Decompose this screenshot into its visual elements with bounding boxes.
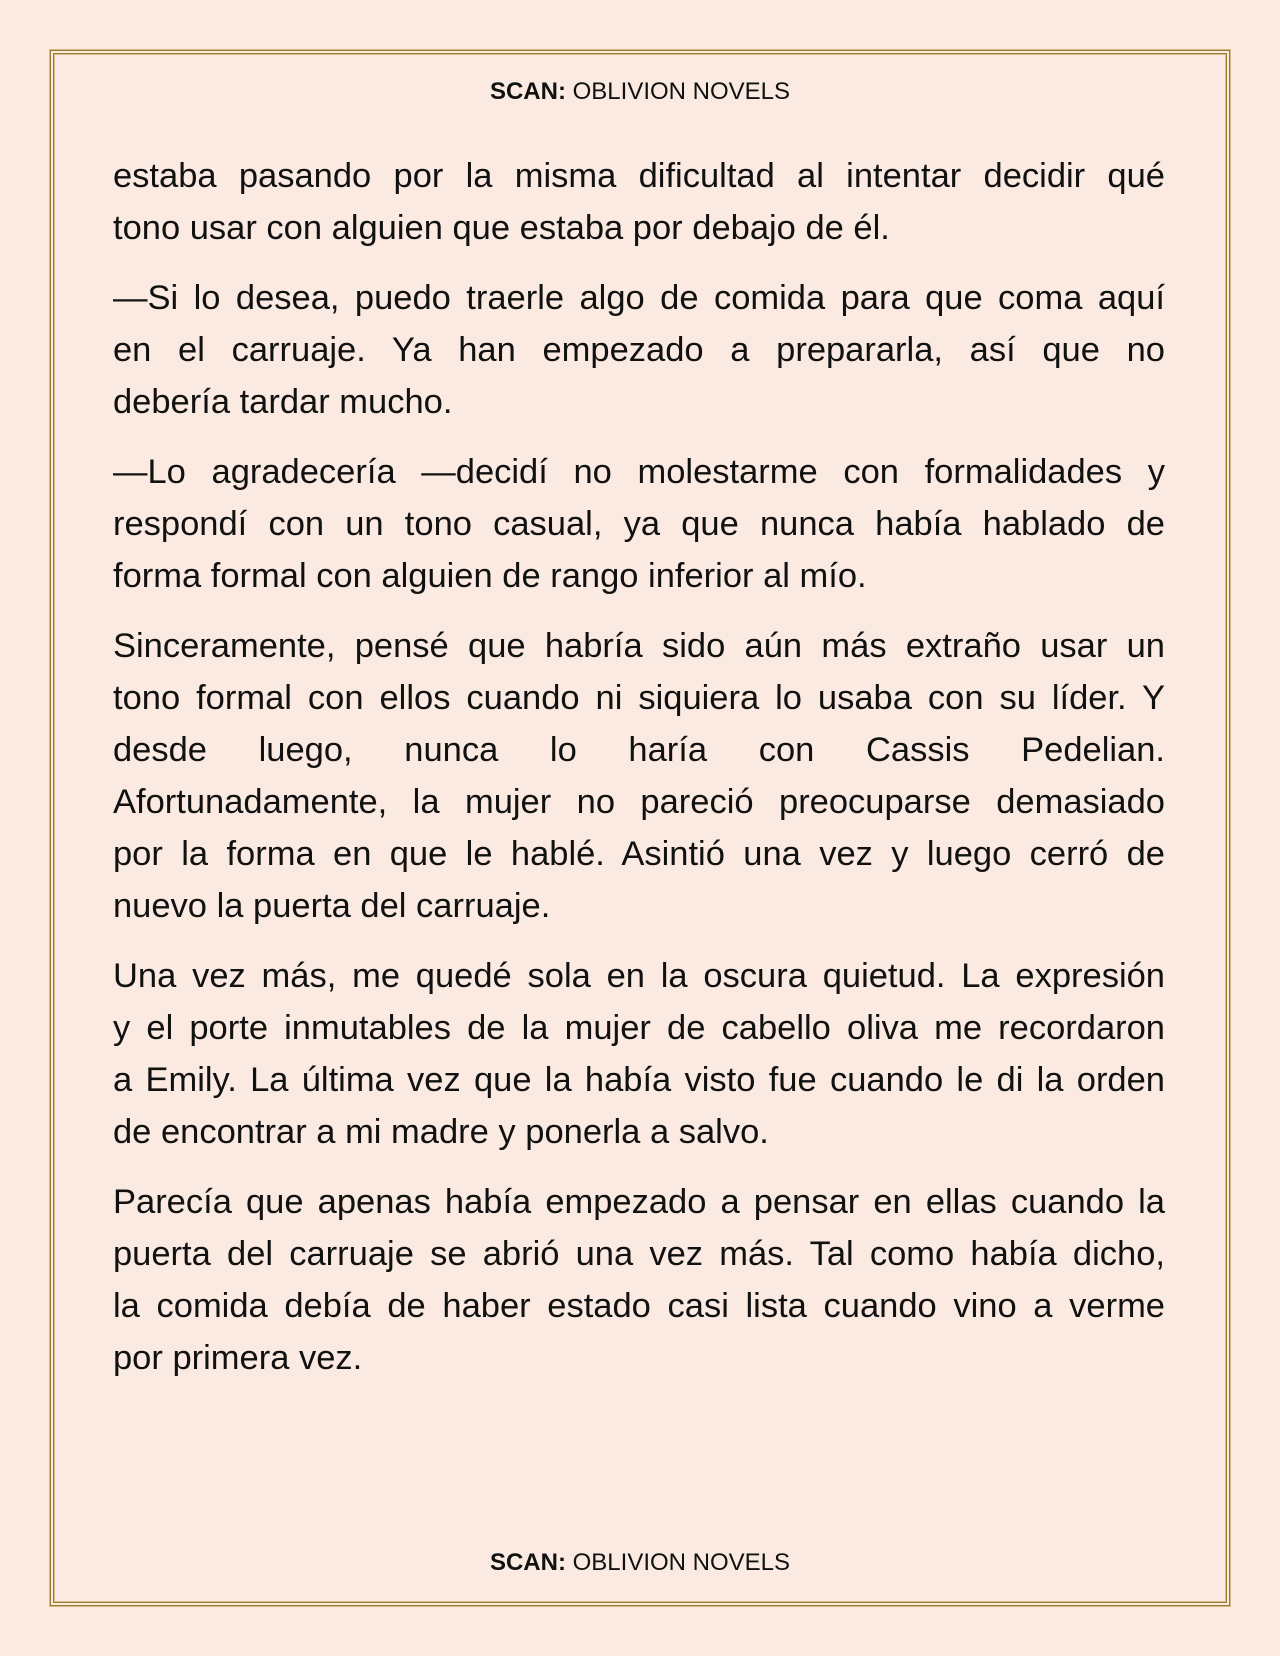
text-line: en el carruaje. Ya han empezado a prepararla, así que no — [113, 331, 1165, 369]
page-header — [0, 78, 1280, 106]
page-body — [113, 150, 1165, 1402]
text-line: Una vez más, me quedé sola en la oscura quietud. La expresión — [113, 957, 1165, 995]
paragraph-5 — [113, 950, 1165, 1158]
footer-scan-group: OBLIVION NOVELS — [572, 1549, 791, 1576]
text-line: Parecía que apenas había empezado a pensar en ellas cuando la — [113, 1183, 1165, 1221]
text-line: de encontrar a mi madre y ponerla a salvo. — [113, 1113, 769, 1151]
text-line: y el porte inmutables de la mujer de cabello oliva me recordaron — [113, 1009, 1165, 1047]
page-footer — [0, 1549, 1280, 1577]
text-line: —Si lo desea, puedo traerle algo de comida para que coma aquí — [113, 279, 1165, 317]
text-line: desde luego, nunca lo haría con Cassis Pedelian. — [113, 731, 1165, 769]
text-line: la comida debía de haber estado casi lista cuando vino a verme — [113, 1287, 1165, 1325]
text-line: a Emily. La última vez que la había visto fue cuando le di la orden — [113, 1061, 1165, 1099]
paragraph-2 — [113, 272, 1165, 428]
text-line: nuevo la puerta del carruaje. — [113, 887, 551, 925]
text-line: debería tardar mucho. — [113, 383, 453, 421]
text-line: Sinceramente, pensé que habría sido aún más extraño usar un — [113, 627, 1165, 665]
text-line: puerta del carruaje se abrió una vez más. Tal como había dicho, — [113, 1235, 1165, 1273]
text-line: respondí con un tono casual, ya que nunca había hablado de — [113, 505, 1165, 543]
text-line: tono formal con ellos cuando ni siquiera lo usaba con su líder. Y — [113, 679, 1165, 717]
text-line: —Lo agradecería —decidí no molestarme con formalidades y — [113, 453, 1165, 491]
text-line: por primera vez. — [113, 1339, 363, 1377]
header-scan-group: OBLIVION NOVELS — [572, 78, 791, 105]
paragraph-4 — [113, 620, 1165, 932]
text-line: forma formal con alguien de rango inferior al mío. — [113, 557, 867, 595]
header-scan-label: SCAN: — [489, 78, 566, 105]
text-line: por la forma en que le hablé. Asintió una vez y luego cerró de — [113, 835, 1165, 873]
text-line: estaba pasando por la misma dificultad al intentar decidir qué — [113, 157, 1165, 195]
paragraph-6 — [113, 1176, 1165, 1384]
text-line: Afortunadamente, la mujer no pareció preocuparse demasiado — [113, 783, 1165, 821]
footer-scan-label: SCAN: — [489, 1549, 566, 1576]
text-line: tono usar con alguien que estaba por debajo de él. — [113, 209, 890, 247]
paragraph-3 — [113, 446, 1165, 602]
paragraph-1 — [113, 150, 1165, 254]
